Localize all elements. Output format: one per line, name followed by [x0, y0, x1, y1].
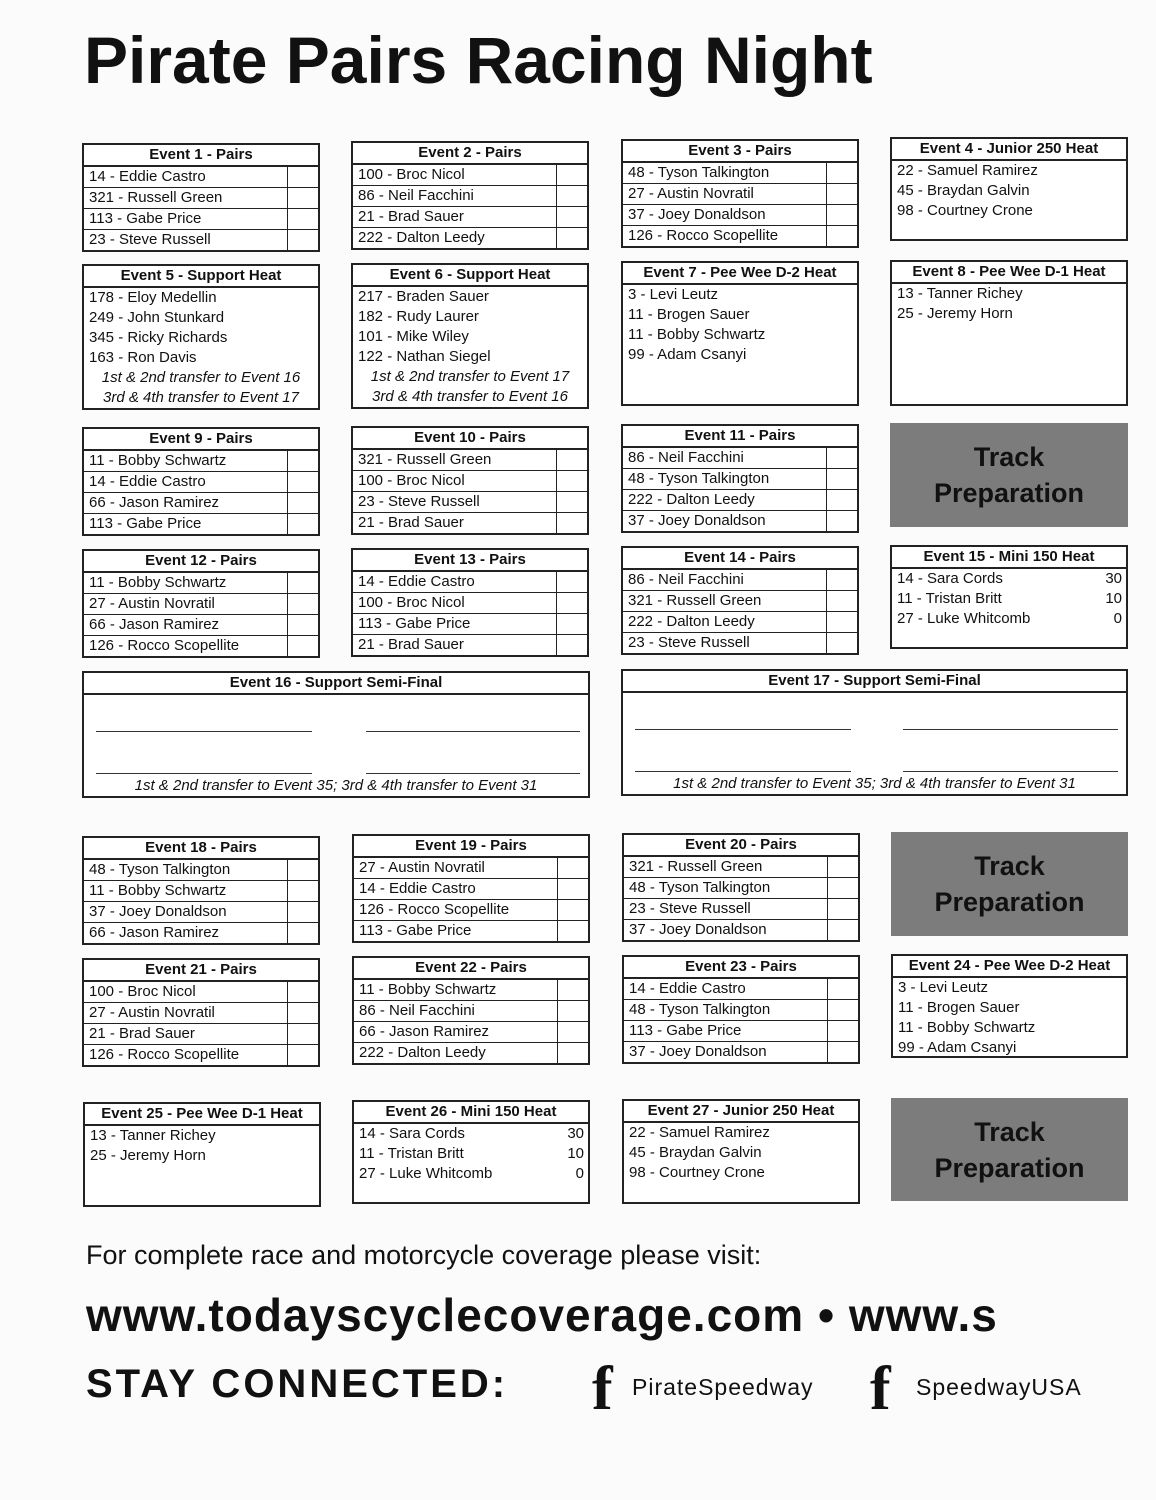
transfer-note: 1st & 2nd transfer to Event 16 — [101, 369, 301, 386]
event-11-box — [621, 424, 859, 533]
track-preparation-block — [891, 832, 1128, 936]
rider-row — [354, 1164, 588, 1184]
rider-row: 21 - Brad Sauer — [353, 635, 587, 655]
event-title: Event 19 - Pairs — [354, 836, 588, 858]
rider-row: 122 - Nathan Siegel — [358, 348, 491, 365]
rider-row: 178 - Eloy Medellin — [89, 289, 217, 306]
track-prep-line1: Track — [974, 1116, 1045, 1147]
event-13-box — [351, 548, 589, 657]
rider-row: 23 - Steve Russell — [623, 633, 857, 653]
rider-row: 100 - Broc Nicol — [353, 593, 587, 614]
rider-row: 48 - Tyson Talkington — [623, 469, 857, 490]
rider-row: 100 - Broc Nicol — [84, 982, 318, 1003]
rider-row: 345 - Ricky Richards — [89, 329, 228, 346]
event-title: Event 17 - Support Semi-Final — [623, 671, 1126, 693]
rider-row: 22 - Samuel Ramirez — [897, 162, 1038, 179]
points: 10 — [567, 1145, 584, 1162]
event-19-box — [352, 834, 590, 943]
facebook-icon: f — [592, 1355, 613, 1423]
result-line — [366, 731, 580, 732]
rider-row: 45 - Braydan Galvin — [629, 1144, 762, 1161]
rider-row: 23 - Steve Russell — [353, 492, 587, 513]
rider-row: 321 - Russell Green — [353, 450, 587, 471]
rider-row: 3 - Levi Leutz — [628, 286, 719, 303]
event-title: Event 12 - Pairs — [84, 551, 318, 573]
rider-row: 27 - Austin Novratil — [84, 594, 318, 615]
event-18-box — [82, 836, 320, 945]
rider-name: 14 - Sara Cords — [897, 570, 1003, 587]
event-6-box — [351, 263, 589, 409]
event-26-box — [352, 1100, 590, 1204]
rider-row: 66 - Jason Ramirez — [84, 615, 318, 636]
rider-row: 14 - Eddie Castro — [84, 472, 318, 493]
event-24-box — [891, 954, 1128, 1058]
rider-row: 45 - Braydan Galvin — [897, 182, 1030, 199]
event-title: Event 25 - Pee Wee D-1 Heat — [85, 1104, 319, 1126]
result-line — [635, 729, 851, 730]
event-title: Event 27 - Junior 250 Heat — [624, 1101, 858, 1123]
event-21-box — [82, 958, 320, 1067]
points: 10 — [1105, 590, 1122, 607]
event-title: Event 14 - Pairs — [623, 548, 857, 570]
event-title: Event 4 - Junior 250 Heat — [892, 139, 1126, 161]
rider-row: 321 - Russell Green — [84, 188, 318, 209]
points: 0 — [1113, 610, 1122, 627]
rider-row: 27 - Austin Novratil — [84, 1003, 318, 1024]
rider-row: 37 - Joey Donaldson — [624, 920, 858, 940]
event-20-box — [622, 833, 860, 942]
rider-row: 37 - Joey Donaldson — [623, 205, 857, 226]
rider-row: 113 - Gabe Price — [84, 209, 318, 230]
social-handle-pirate[interactable]: PirateSpeedway — [632, 1374, 814, 1400]
event-title: Event 23 - Pairs — [624, 957, 858, 979]
result-line — [903, 729, 1118, 730]
rider-row: 126 - Rocco Scopellite — [623, 226, 857, 246]
rider-name: 27 - Luke Whitcomb — [897, 610, 1031, 627]
event-1-box — [82, 143, 320, 252]
rider-row: 113 - Gabe Price — [353, 614, 587, 635]
transfer-note: 1st & 2nd transfer to Event 17 — [370, 368, 570, 385]
event-title: Event 20 - Pairs — [624, 835, 858, 857]
points: 30 — [1105, 570, 1122, 587]
rider-row: 14 - Eddie Castro — [84, 167, 318, 188]
event-5-box — [82, 264, 320, 410]
rider-row: 126 - Rocco Scopellite — [354, 900, 588, 921]
track-prep-line2: Preparation — [933, 478, 1085, 508]
rider-row: 163 - Ron Davis — [89, 349, 197, 366]
rider-row: 11 - Bobby Schwartz — [84, 451, 318, 472]
event-title: Event 3 - Pairs — [623, 141, 857, 163]
event-title: Event 15 - Mini 150 Heat — [892, 547, 1126, 569]
rider-row: 13 - Tanner Richey — [897, 285, 1023, 302]
rider-row: 25 - Jeremy Horn — [90, 1147, 206, 1164]
rider-row: 23 - Steve Russell — [624, 899, 858, 920]
rider-row: 113 - Gabe Price — [354, 921, 588, 941]
rider-row: 126 - Rocco Scopellite — [84, 1045, 318, 1065]
rider-row: 14 - Eddie Castro — [353, 572, 587, 593]
page-title: Pirate Pairs Racing Night — [84, 23, 873, 97]
rider-row — [892, 589, 1126, 609]
event-15-box — [890, 545, 1128, 649]
rider-row: 66 - Jason Ramirez — [84, 493, 318, 514]
event-title: Event 21 - Pairs — [84, 960, 318, 982]
rider-name: 11 - Tristan Britt — [359, 1145, 464, 1162]
event-8-box — [890, 260, 1128, 406]
stay-connected-heading: STAY CONNECTED: — [86, 1362, 509, 1406]
rider-row — [892, 569, 1126, 589]
track-prep-line1: Track — [974, 851, 1045, 881]
rider-row: 25 - Jeremy Horn — [897, 305, 1013, 322]
rider-row: 11 - Brogen Sauer — [628, 306, 750, 323]
track-preparation-block — [891, 1098, 1128, 1201]
rider-row: 11 - Bobby Schwartz — [628, 326, 766, 343]
event-12-box — [82, 549, 320, 658]
event-22-box — [352, 956, 590, 1065]
event-16-box — [82, 671, 590, 798]
rider-row: 11 - Bobby Schwartz — [84, 573, 318, 594]
rider-row: 66 - Jason Ramirez — [84, 923, 318, 943]
points: 30 — [567, 1125, 584, 1142]
rider-name: 11 - Tristan Britt — [897, 590, 1002, 607]
result-line — [635, 771, 851, 772]
rider-row: 86 - Neil Facchini — [353, 186, 587, 207]
rider-row: 222 - Dalton Leedy — [354, 1043, 588, 1063]
rider-row: 48 - Tyson Talkington — [623, 163, 857, 184]
event-title: Event 13 - Pairs — [353, 550, 587, 572]
event-7-box — [621, 261, 859, 406]
rider-row: 37 - Joey Donaldson — [84, 902, 318, 923]
event-23-box — [622, 955, 860, 1064]
event-title: Event 7 - Pee Wee D-2 Heat — [623, 263, 857, 285]
event-title: Event 26 - Mini 150 Heat — [354, 1102, 588, 1124]
event-14-box — [621, 546, 859, 655]
rider-row: 100 - Broc Nicol — [353, 471, 587, 492]
result-line — [96, 731, 312, 732]
rider-row: 100 - Broc Nicol — [353, 165, 587, 186]
rider-row: 249 - John Stunkard — [89, 309, 225, 326]
track-preparation-block — [890, 423, 1128, 527]
website-urls[interactable]: www.todayscyclecoverage.com • www.s — [86, 1289, 998, 1341]
result-line — [96, 773, 312, 774]
event-title: Event 11 - Pairs — [623, 426, 857, 448]
event-title: Event 5 - Support Heat — [84, 266, 318, 288]
result-line — [903, 771, 1118, 772]
rider-row: 3 - Levi Leutz — [898, 979, 989, 996]
rider-row: 99 - Adam Csanyi — [628, 346, 747, 363]
event-title: Event 2 - Pairs — [353, 143, 587, 165]
points: 0 — [575, 1165, 584, 1182]
rider-row: 21 - Brad Sauer — [353, 207, 587, 228]
rider-name: 27 - Luke Whitcomb — [359, 1165, 493, 1182]
rider-row: 113 - Gabe Price — [624, 1021, 858, 1042]
event-title: Event 18 - Pairs — [84, 838, 318, 860]
event-27-box — [622, 1099, 860, 1204]
rider-row: 113 - Gabe Price — [84, 514, 318, 534]
event-3-box — [621, 139, 859, 248]
rider-row: 21 - Brad Sauer — [353, 513, 587, 533]
event-title: Event 16 - Support Semi-Final — [84, 673, 588, 695]
rider-row: 48 - Tyson Talkington — [624, 1000, 858, 1021]
track-prep-line2: Preparation — [934, 1152, 1085, 1183]
event-4-box — [890, 137, 1128, 241]
rider-row: 21 - Brad Sauer — [84, 1024, 318, 1045]
rider-row: 22 - Samuel Ramirez — [629, 1124, 770, 1141]
rider-row: 222 - Dalton Leedy — [623, 490, 857, 511]
rider-row: 27 - Austin Novratil — [354, 858, 588, 879]
rider-row: 321 - Russell Green — [624, 857, 858, 878]
rider-row: 23 - Steve Russell — [84, 230, 318, 250]
event-25-box — [83, 1102, 321, 1207]
rider-row: 222 - Dalton Leedy — [623, 612, 857, 633]
event-title: Event 10 - Pairs — [353, 428, 587, 450]
rider-row: 217 - Braden Sauer — [358, 288, 489, 305]
event-9-box — [82, 427, 320, 536]
transfer-note: 1st & 2nd transfer to Event 35; 3rd & 4th transfer to Event 31 — [673, 775, 1076, 792]
rider-row — [354, 1124, 588, 1144]
event-title: Event 24 - Pee Wee D-2 Heat — [893, 956, 1126, 978]
rider-row: 37 - Joey Donaldson — [624, 1042, 858, 1062]
rider-row: 11 - Brogen Sauer — [898, 999, 1020, 1016]
rider-row: 37 - Joey Donaldson — [623, 511, 857, 531]
rider-row: 101 - Mike Wiley — [358, 328, 469, 345]
rider-row: 321 - Russell Green — [623, 591, 857, 612]
track-prep-line2: Preparation — [934, 887, 1085, 917]
rider-row: 14 - Eddie Castro — [624, 979, 858, 1000]
rider-row: 222 - Dalton Leedy — [353, 228, 587, 248]
rider-row: 98 - Courtney Crone — [629, 1164, 765, 1181]
event-2-box — [351, 141, 589, 250]
event-17-box — [621, 669, 1128, 796]
event-title: Event 1 - Pairs — [84, 145, 318, 167]
transfer-note: 3rd & 4th transfer to Event 17 — [103, 389, 299, 406]
transfer-note: 1st & 2nd transfer to Event 35; 3rd & 4th transfer to Event 31 — [134, 777, 538, 794]
event-10-box — [351, 426, 589, 535]
rider-row: 11 - Bobby Schwartz — [898, 1019, 1036, 1036]
rider-row: 99 - Adam Csanyi — [898, 1039, 1017, 1056]
rider-row: 86 - Neil Facchini — [623, 448, 857, 469]
rider-row: 66 - Jason Ramirez — [354, 1022, 588, 1043]
rider-row: 27 - Austin Novratil — [623, 184, 857, 205]
rider-row: 11 - Bobby Schwartz — [354, 980, 588, 1001]
rider-row: 86 - Neil Facchini — [623, 570, 857, 591]
rider-row — [354, 1144, 588, 1164]
result-line — [366, 773, 580, 774]
rider-row: 48 - Tyson Talkington — [624, 878, 858, 899]
event-title: Event 6 - Support Heat — [353, 265, 587, 287]
rider-row — [892, 609, 1126, 629]
event-title: Event 9 - Pairs — [84, 429, 318, 451]
coverage-text: For complete race and motorcycle coverage please visit: — [86, 1240, 762, 1270]
rider-row: 48 - Tyson Talkington — [84, 860, 318, 881]
track-prep-line1: Track — [973, 442, 1045, 472]
rider-row: 86 - Neil Facchini — [354, 1001, 588, 1022]
transfer-note: 3rd & 4th transfer to Event 16 — [372, 388, 568, 405]
rider-row: 182 - Rudy Laurer — [358, 308, 479, 325]
facebook-icon: f — [870, 1355, 891, 1423]
event-title: Event 8 - Pee Wee D-1 Heat — [892, 262, 1126, 284]
event-title: Event 22 - Pairs — [354, 958, 588, 980]
rider-name: 14 - Sara Cords — [359, 1125, 465, 1142]
rider-row: 13 - Tanner Richey — [90, 1127, 216, 1144]
social-handle-speedwayusa[interactable]: SpeedwayUSA — [916, 1374, 1082, 1400]
rider-row: 98 - Courtney Crone — [897, 202, 1033, 219]
rider-row: 11 - Bobby Schwartz — [84, 881, 318, 902]
rider-row: 14 - Eddie Castro — [354, 879, 588, 900]
rider-row: 126 - Rocco Scopellite — [84, 636, 318, 656]
